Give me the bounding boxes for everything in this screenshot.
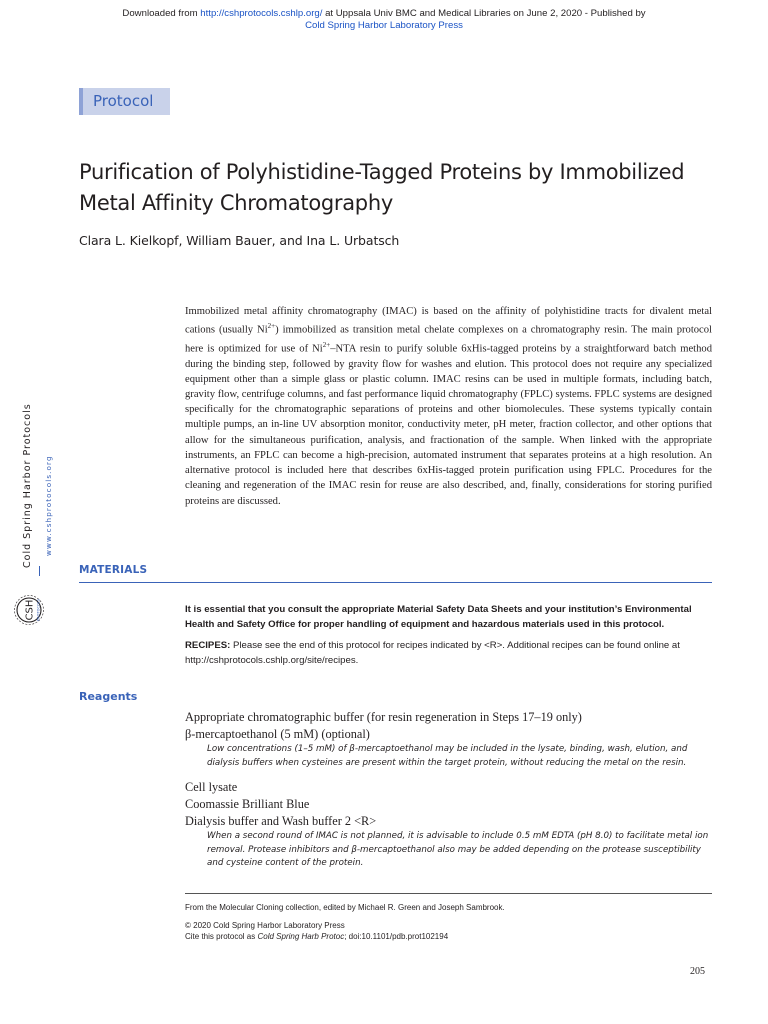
abstract-sup-1: 2+ bbox=[267, 322, 276, 331]
materials-heading: MATERIALS bbox=[79, 564, 148, 576]
download-notice-line-2 bbox=[0, 20, 768, 32]
abstract-part-2: ) immobilized as transition metal chelate complexes on a chromatography resin. The main protocol here is optimized for use of Ni bbox=[185, 324, 713, 355]
reagent-item: Dialysis buffer and Wash buffer 2 <R> bbox=[185, 814, 377, 828]
safety-notice: It is essential that you consult the appropriate Material Safety Data Sheets and your institution’s Environmental Health and Safety Office for proper handling of equipment and hazardous materials used in this protocol. bbox=[185, 604, 692, 630]
reagent-item: Coomassie Brilliant Blue bbox=[185, 797, 310, 811]
footer-collection: From the Molecular Cloning collection, edited by Michael R. Green and Joseph Sambrook. bbox=[185, 903, 505, 912]
reagents-heading: Reagents bbox=[79, 690, 138, 703]
abstract bbox=[185, 304, 712, 509]
download-suffix: at Uppsala Univ BMC and Medical Libraries on June 2, 2020 - Published by bbox=[322, 8, 646, 19]
download-prefix: Downloaded from bbox=[122, 8, 201, 19]
csh-logo-icon bbox=[14, 580, 44, 640]
reagent-item: Appropriate chromatographic buffer (for resin regeneration in Steps 17–19 only) bbox=[185, 710, 582, 724]
recipes-text: Please see the end of this protocol for recipes indicated by <R>. Additional recipes can be found online at http://cshprotocols.cshlp.org/site/recipes. bbox=[185, 640, 680, 666]
materials-rule bbox=[79, 582, 712, 583]
abstract-part-1: Immobilized metal affinity chromatography (IMAC) is based on the affinity of polyhistidine tracts for divalent metal cations (usually Ni bbox=[185, 306, 712, 336]
protocol-tag: Protocol bbox=[79, 88, 170, 115]
reagent-item: Cell lysate bbox=[185, 780, 238, 794]
abstract-sup-2: 2+ bbox=[322, 340, 331, 349]
cite-journal: Cold Spring Harb Protoc bbox=[257, 932, 345, 941]
sidebar-journal-name: Cold Spring Harbor Protocols bbox=[22, 403, 33, 568]
download-notice bbox=[0, 8, 768, 32]
cite-prefix: Cite this protocol as bbox=[185, 932, 258, 941]
page-number: 205 bbox=[690, 966, 705, 977]
abstract-part-3: –NTA resin to purify soluble 6xHis-tagged proteins by a straightforward batch method during the binding step, followed by gravity flow for washes and elution. This protocol does not require any specialized equipment other than a simple glass or plastic column. IMAC resins can be used in multiple formats, including batch, gravity flow, centrifuge columns, and fast performance liquid chromatography (FPLC) systems. FPLC systems are designed specifically for the chromatographic separations of proteins and other biomolecules. These systems typically contain multiple pumps, an in-line UV absorption monitor, conductivity meter, pH meter, fraction collector, and other options that allow for the simultaneous purification, analysis, and fractionation of the sample. When linked with the appropriate instruments, an FPLC can become a high-precision, automated instrument that separates proteins at a high resolution. An alternative protocol is included here that describes 6xHis-tagged protein purification using FPLC. Procedures for the cleaning and regeneration of the IMAC resin for reuse are also described, and, finally, considerations for storing purified proteins are discussed. bbox=[185, 343, 712, 507]
footer-rule bbox=[185, 893, 712, 894]
download-url-link[interactable]: http://cshprotocols.cshlp.org/ bbox=[200, 8, 323, 19]
reagent-note: When a second round of IMAC is not planned, it is advisable to include 0.5 mM EDTA (pH 8.0) to facilitate metal ion removal. Protease inhibitors and β-mercaptoethanol also may be added depending on the protease susceptibility and cysteine content of the protein. bbox=[207, 831, 709, 868]
footer-copyright: © 2020 Cold Spring Harbor Laboratory Press bbox=[185, 921, 345, 930]
recipes-note bbox=[185, 639, 715, 668]
sidebar-divider bbox=[39, 566, 40, 576]
logo-text: CSH bbox=[24, 599, 36, 621]
recipes-label: RECIPES: bbox=[185, 640, 231, 651]
sidebar-website-link[interactable]: www.cshprotocols.org bbox=[44, 455, 53, 556]
authors: Clara L. Kielkopf, William Bauer, and Ina L. Urbatsch bbox=[79, 233, 400, 248]
publisher-link[interactable]: Cold Spring Harbor Laboratory Press bbox=[305, 20, 463, 31]
footer-citation bbox=[185, 932, 448, 942]
reagent-item: β-mercaptoethanol (5 mM) (optional) bbox=[185, 727, 370, 741]
reagent-note: Low concentrations (1–5 mM) of β-mercaptoethanol may be included in the lysate, binding, wash, elution, and dialysis buffers when cysteines are present within the target protein, without reducing the metal on the resin. bbox=[207, 744, 688, 768]
logo-subtext: PROTOCOLS bbox=[36, 598, 41, 622]
download-notice-line-1 bbox=[0, 8, 768, 20]
cite-doi: ; doi:10.1101/pdb.prot102194 bbox=[344, 932, 449, 941]
article-title: Purification of Polyhistidine-Tagged Proteins by Immobilized Metal Affinity Chromatography bbox=[79, 160, 685, 215]
